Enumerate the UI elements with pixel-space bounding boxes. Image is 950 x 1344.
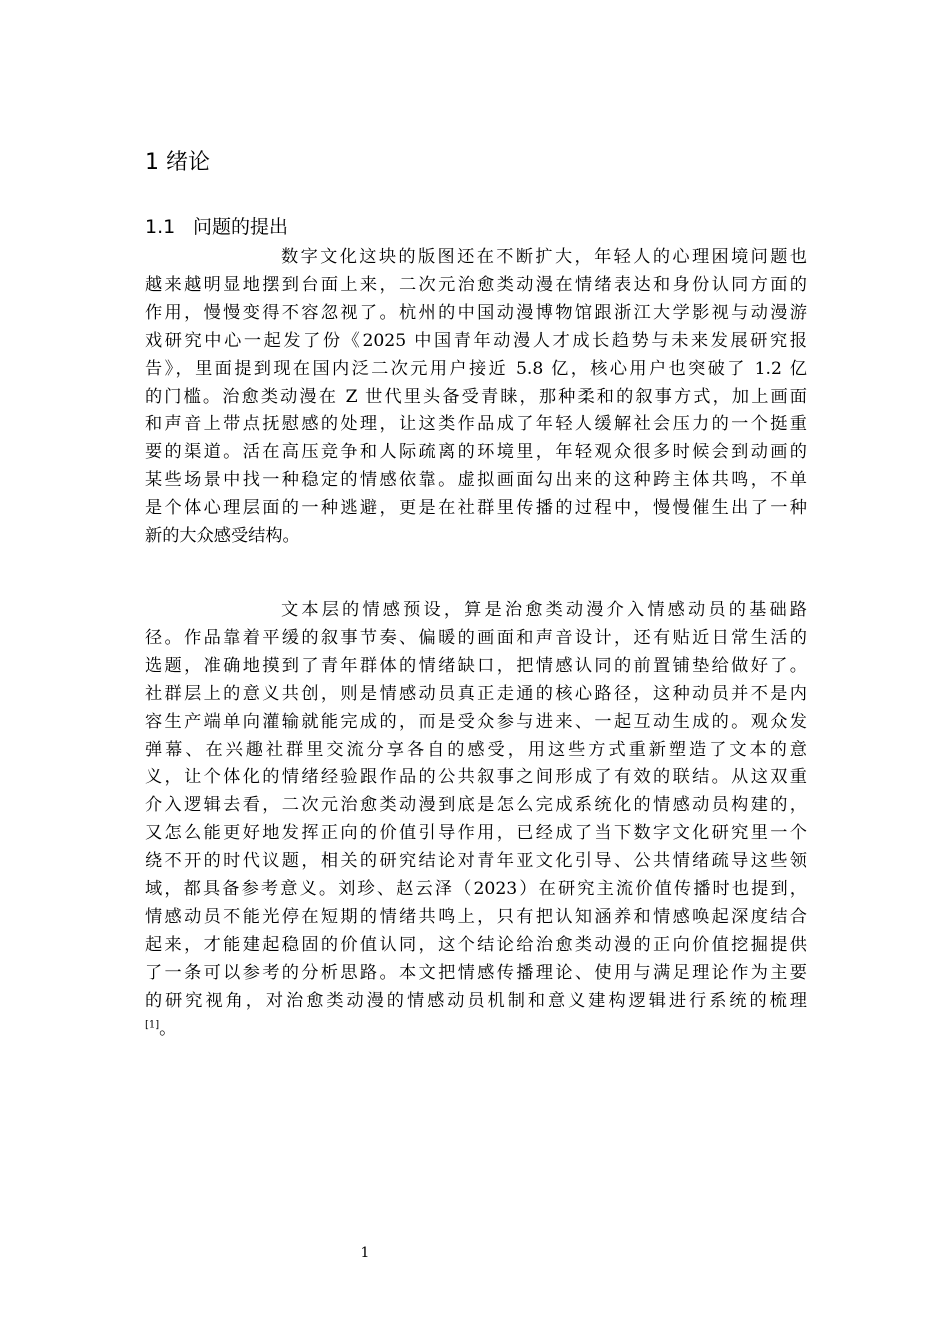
paragraph-line: 的研究视角，对治愈类动漫的情感动员机制和意义建构逻辑进行系统的梳理 (145, 990, 807, 1011)
section-heading (145, 212, 288, 242)
paragraph-line: 越来越明显地摆到台面上来，二次元治愈类动漫在情绪表达和身份认同方面的 (145, 274, 807, 295)
paragraph-line: 的门槛。治愈类动漫在 Z 世代里头备受青睐，那种柔和的叙事方式，加上画面 (145, 386, 807, 407)
paragraph-line: 告》，里面提到现在国内泛二次元用户接近 5.8 亿，核心用户也突破了 1.2 亿 (145, 358, 807, 379)
paragraph-line-end (145, 1016, 807, 1044)
paragraph-line: 要的渠道。活在高压竞争和人际疏离的环境里，年轻观众很多时候会到动画的 (145, 442, 807, 463)
paragraph-2 (145, 597, 807, 1044)
sentence-end: 。 (159, 1018, 177, 1039)
paragraph-line: 社群层上的意义共创，则是情感动员真正走通的核心路径，这种动员并不是内 (145, 683, 807, 704)
paragraph-line: 了一条可以参考的分析思路。本文把情感传播理论、使用与满足理论作为主要 (145, 962, 807, 983)
paragraph-line: 义，让个体化的情绪经验跟作品的公共叙事之间形成了有效的联结。从这双重 (145, 767, 807, 788)
paragraph-line: 数字文化这块的版图还在不断扩大，年轻人的心理困境问题也 (281, 247, 807, 267)
citation-marker[interactable]: [1] (145, 1018, 160, 1030)
paragraph-line: 介入逻辑去看，二次元治愈类动漫到底是怎么完成系统化的情感动员构建的， (145, 795, 807, 816)
paragraph-line: 径。作品靠着平缓的叙事节奏、偏暖的画面和声音设计，还有贴近日常生活的 (145, 627, 807, 648)
paragraph-line: 绕不开的时代议题，相关的研究结论对青年亚文化引导、公共情绪疏导这些领 (145, 851, 807, 872)
section-title: 问题的提出 (193, 216, 289, 238)
paragraph-line: 弹幕、在兴趣社群里交流分享各自的感受，用这些方式重新塑造了文本的意 (145, 739, 807, 760)
section-number: 1.1 (145, 216, 176, 238)
paragraph-line: 起来，才能建起稳固的价值认同，这个结论给治愈类动漫的正向价值挖掘提供 (145, 934, 807, 955)
paragraph-line: 作用，慢慢变得不容忽视了。杭州的中国动漫博物馆跟浙江大学影视与动漫游 (145, 302, 807, 323)
paragraph-1 (145, 244, 807, 551)
paragraph-line: 文本层的情感预设，算是治愈类动漫介入情感动员的基础路 (281, 600, 807, 620)
paragraph-line: 容生产端单向灌输就能完成的，而是受众参与进来、一起互动生成的。观众发 (145, 711, 807, 732)
paragraph-line: 新的大众感受结构。 (145, 526, 300, 547)
chapter-title: 1 绪论 (145, 150, 210, 175)
paragraph-line: 某些场景中找一种稳定的情感依靠。虚拟画面勾出来的这种跨主体共鸣，不单 (145, 470, 807, 491)
paragraph-line: 是个体心理层面的一种逃避，更是在社群里传播的过程中，慢慢催生出了一种 (145, 498, 807, 519)
paragraph-line: 情感动员不能光停在短期的情绪共鸣上，只有把认知涵养和情感唤起深度结合 (145, 906, 807, 927)
page-number: 1 (360, 1245, 370, 1261)
paragraph-line: 域，都具备参考意义。刘珍、赵云泽（2023）在研究主流价值传播时也提到， (145, 879, 807, 900)
paragraph-line: 又怎么能更好地发挥正向的价值引导作用，已经成了当下数字文化研究里一个 (145, 823, 807, 844)
paragraph-line: 选题，准确地摸到了青年群体的情绪缺口，把情感认同的前置铺垫给做好了。 (145, 655, 807, 676)
paragraph-line: 戏研究中心一起发了份《2025 中国青年动漫人才成长趋势与未来发展研究报 (145, 330, 807, 351)
paragraph-line: 和声音上带点抚慰感的处理，让这类作品成了年轻人缓解社会压力的一个挺重 (145, 414, 807, 435)
